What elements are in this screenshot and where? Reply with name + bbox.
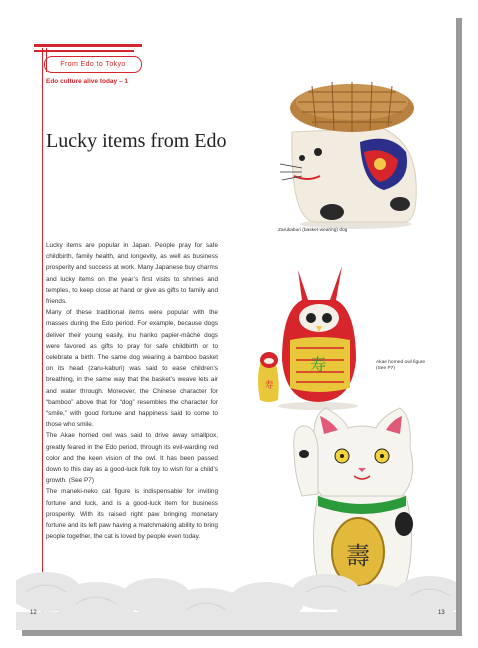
header-bar-second — [34, 50, 134, 52]
svg-text:寿: 寿 — [309, 355, 327, 374]
page-number-right: 13 — [438, 610, 445, 616]
article-body — [46, 240, 218, 542]
page-title: Lucky items from Edo — [46, 130, 227, 152]
paragraph-3: The Akae horned owl was said to drive away smallpox, greatly feared in the Edo period, through its evil-warding red color and the keen vision of the owl. It has been passed down to this day as a good-luck folk toy to wish for a child’s growth. (See P7) — [46, 432, 218, 485]
horned-owl-image — [256, 260, 376, 410]
subheading: Edo culture alive today – 1 — [46, 78, 128, 85]
paragraph-1: Lucky items are popular in Japan. People pray for safe childbirth, family health, and longevity, as well as business prosperity and success at work. Many Japanese buy charms and lucky items on the year’s first visits to shrines and temples, to keep close at hand or give as gifts to family and friends. — [46, 242, 218, 306]
magazine-page — [16, 12, 456, 630]
dog-caption: Zarukaburi (basket-wearing) dog — [278, 228, 348, 233]
header-bar-top — [34, 44, 142, 47]
basket-dog-image — [272, 72, 432, 232]
section-label: From Edo to Tokyo — [44, 56, 142, 73]
paragraph-4: The maneki-neko cat figure is indispensable for inviting fortune and luck, and is a good-luck item for business prosperity. With its raised right paw bringing monetary fortune and its left paw having a matchmaking ability to bring people together, the cat is loved by people even today. — [46, 488, 218, 541]
owl-caption: Akae horned owl figure (See P7) — [376, 360, 426, 371]
page-number-left: 12 — [30, 610, 37, 616]
decorative-clouds — [16, 552, 456, 630]
svg-text:寿: 寿 — [264, 381, 274, 391]
svg-text:壽: 壽 — [346, 542, 370, 570]
left-red-rule — [42, 48, 43, 618]
paragraph-2: Many of these traditional items were popular with the masses during the Edo period. For example, because dogs deliver their young easily, inu hariko papier-mâché dogs were favored as gifts to pray for safe childbirth or to celebrate a birth. The same dog wearing a bamboo basket on its head (zaru-kaburi) was said to ease children’s breathing, in the same way that the basket’s weave lets air and water through. Moreover, the Chinese character for “bamboo” above that for “dog” resembles the character for “smile,” with good fortune and happiness said to come to those who smile. — [46, 309, 218, 429]
